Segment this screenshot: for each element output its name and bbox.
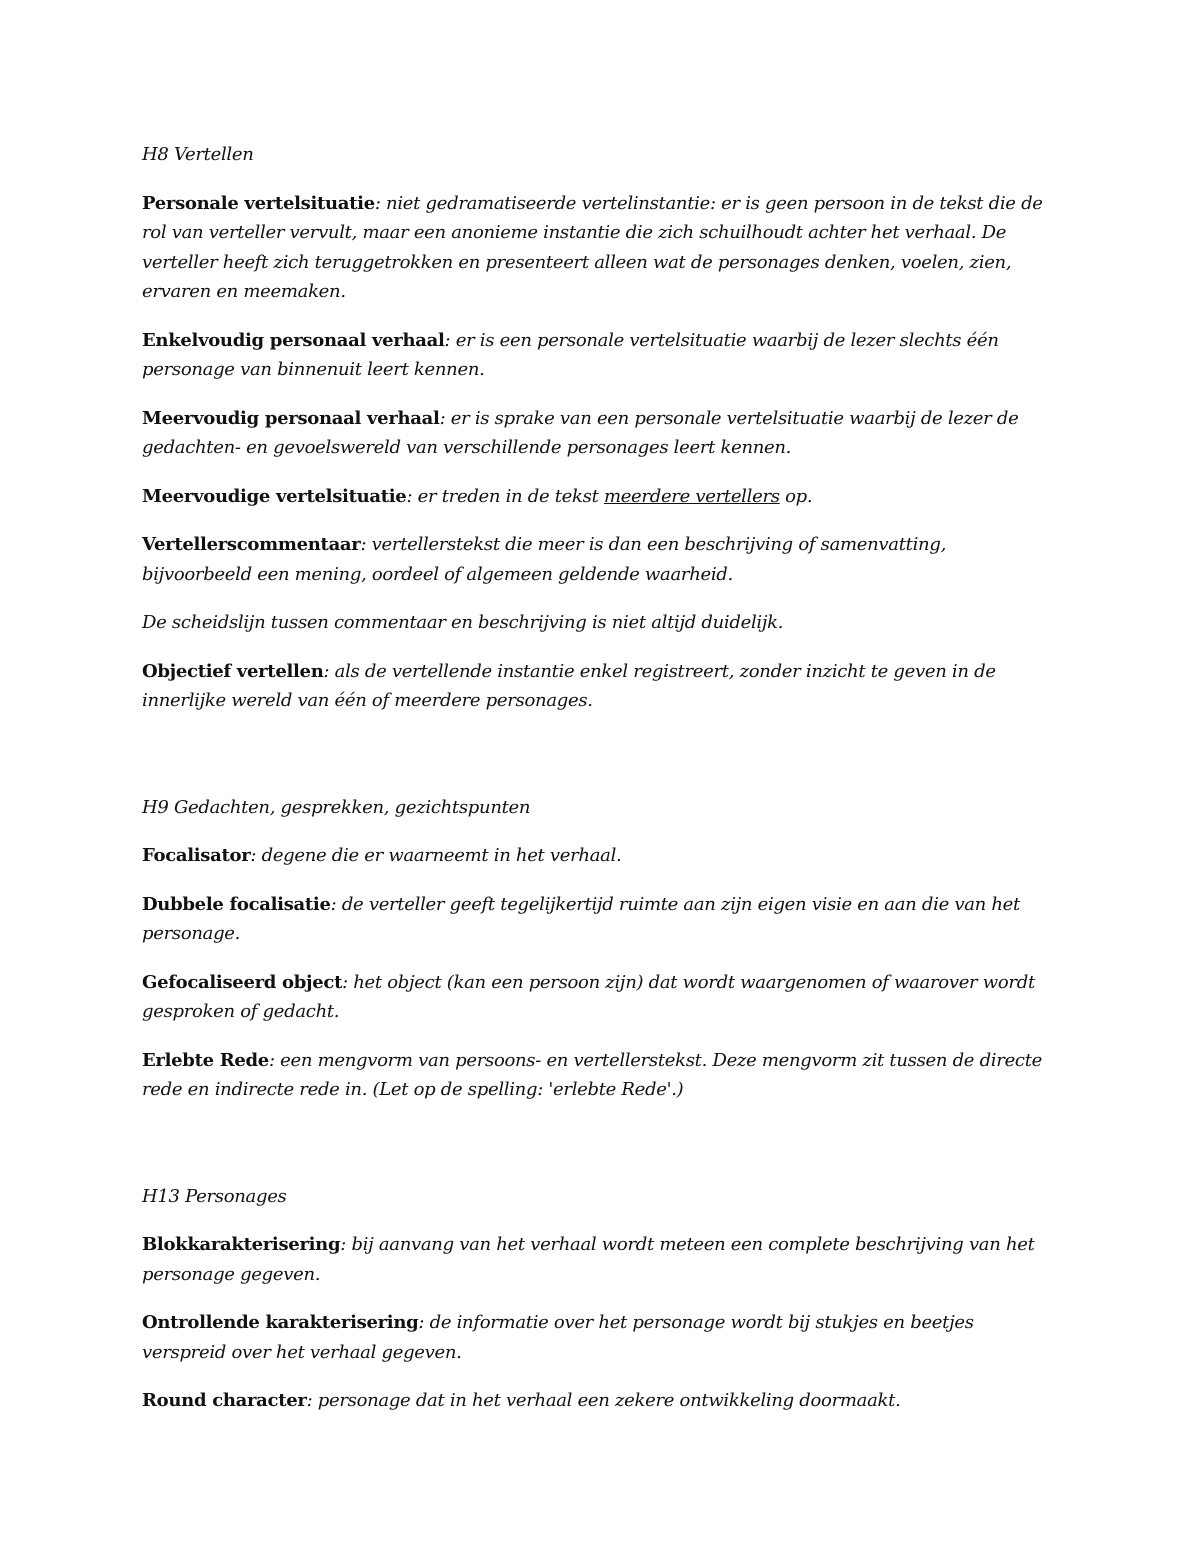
section-heading-h8: H8 Vertellen (142, 144, 254, 165)
section-heading-h9: H9 Gedachten, gesprekken, gezichtspunten (142, 796, 531, 818)
definition-entry (142, 1046, 1052, 1105)
term: Personale vertelsituatie (142, 192, 375, 214)
definition-entry (142, 657, 1052, 716)
term: Objectief vertellen (142, 660, 324, 682)
term: Round character (142, 1390, 307, 1411)
definition-entry (142, 1230, 1052, 1289)
term: Meervoudig personaal verhaal (142, 407, 440, 429)
definition: : personage dat in het verhaal een zekere ontwikkeling doormaakt. (306, 1390, 901, 1411)
definition-pre: : er treden in de tekst (406, 485, 604, 507)
definition: : de verteller geeft tegelijkertijd ruimte aan zijn eigen visie en aan die van het personage. (142, 893, 1020, 944)
definition: : vertellerstekst die meer is dan een beschrijving of samenvatting, bijvoorbeeld een mening, oordeel of algemeen geldende waarheid. (142, 534, 946, 585)
definition-entry (142, 968, 1052, 1027)
term: Ontrollende karakterisering (142, 1312, 419, 1333)
definition-entry (142, 841, 1052, 871)
section-spacer (142, 1124, 1052, 1182)
definition: : er is een personale vertelsituatie waarbij de lezer slechts één personage van binnenuit leert kennen. (142, 329, 999, 380)
term: Gefocaliseerd object (142, 971, 343, 993)
term: Erlebte Rede (142, 1049, 269, 1071)
definition-entry (142, 1386, 1052, 1416)
definition-entry (142, 404, 1052, 463)
definition: : het object (kan een persoon zijn) dat wordt waargenomen of waarover wordt gesproken of gedacht. (142, 971, 1035, 1022)
term: Enkelvoudig personaal verhaal (142, 329, 445, 351)
definition: : bij aanvang van het verhaal wordt meteen een complete beschrijving van het personage gegeven. (142, 1234, 1035, 1285)
definition-post: op. (779, 485, 813, 507)
definition: : er is sprake van een personale vertelsituatie waarbij de lezer de gedachten- en gevoelswereld van verschillende personages leert kennen. (142, 407, 1019, 458)
term: Dubbele focalisatie (142, 893, 331, 915)
definition: : een mengvorm van persoons- en vertellerstekst. Deze mengvorm zit tussen de directe rede en indirecte rede in. (Let op de spelling: 'erlebte Rede'.) (142, 1049, 1042, 1100)
note: De scheidslijn tussen commentaar en beschrijving is niet altijd duidelijk. (142, 612, 784, 633)
definition-entry (142, 482, 1052, 512)
term: Focalisator (142, 845, 251, 866)
definition: : de informatie over het personage wordt bij stukjes en beetjes verspreid over het verhaal gegeven. (142, 1312, 974, 1363)
definition: : degene die er waarneemt in het verhaal. (250, 845, 622, 866)
definition: : niet gedramatiseerde vertelinstantie: er is geen persoon in de tekst die de rol van verteller vervult, maar een anonieme instantie die zich schuilhoudt achter het verhaal. De verteller heeft zich teruggetrokken en presenteert alleen wat de personages denken, voelen, zien, ervaren en meemaken. (142, 192, 1043, 302)
section-heading-h13: H13 Personages (142, 1185, 287, 1207)
definition: : als de vertellende instantie enkel registreert, zonder inzicht te geven in de innerlijke wereld van één of meerdere personages. (142, 660, 996, 711)
definition-entry (142, 530, 1052, 589)
definition-entry (142, 1308, 1052, 1367)
definition-entry (142, 890, 1052, 949)
term: Vertellerscommentaar (142, 534, 361, 555)
definition-entry (142, 189, 1052, 307)
term: Meervoudige vertelsituatie (142, 485, 407, 507)
definition-entry (142, 326, 1052, 385)
definition-underlined: meerdere vertellers (603, 485, 780, 507)
document-page (142, 140, 1052, 1435)
term: Blokkarakterisering (142, 1234, 341, 1255)
section-spacer (142, 735, 1052, 793)
